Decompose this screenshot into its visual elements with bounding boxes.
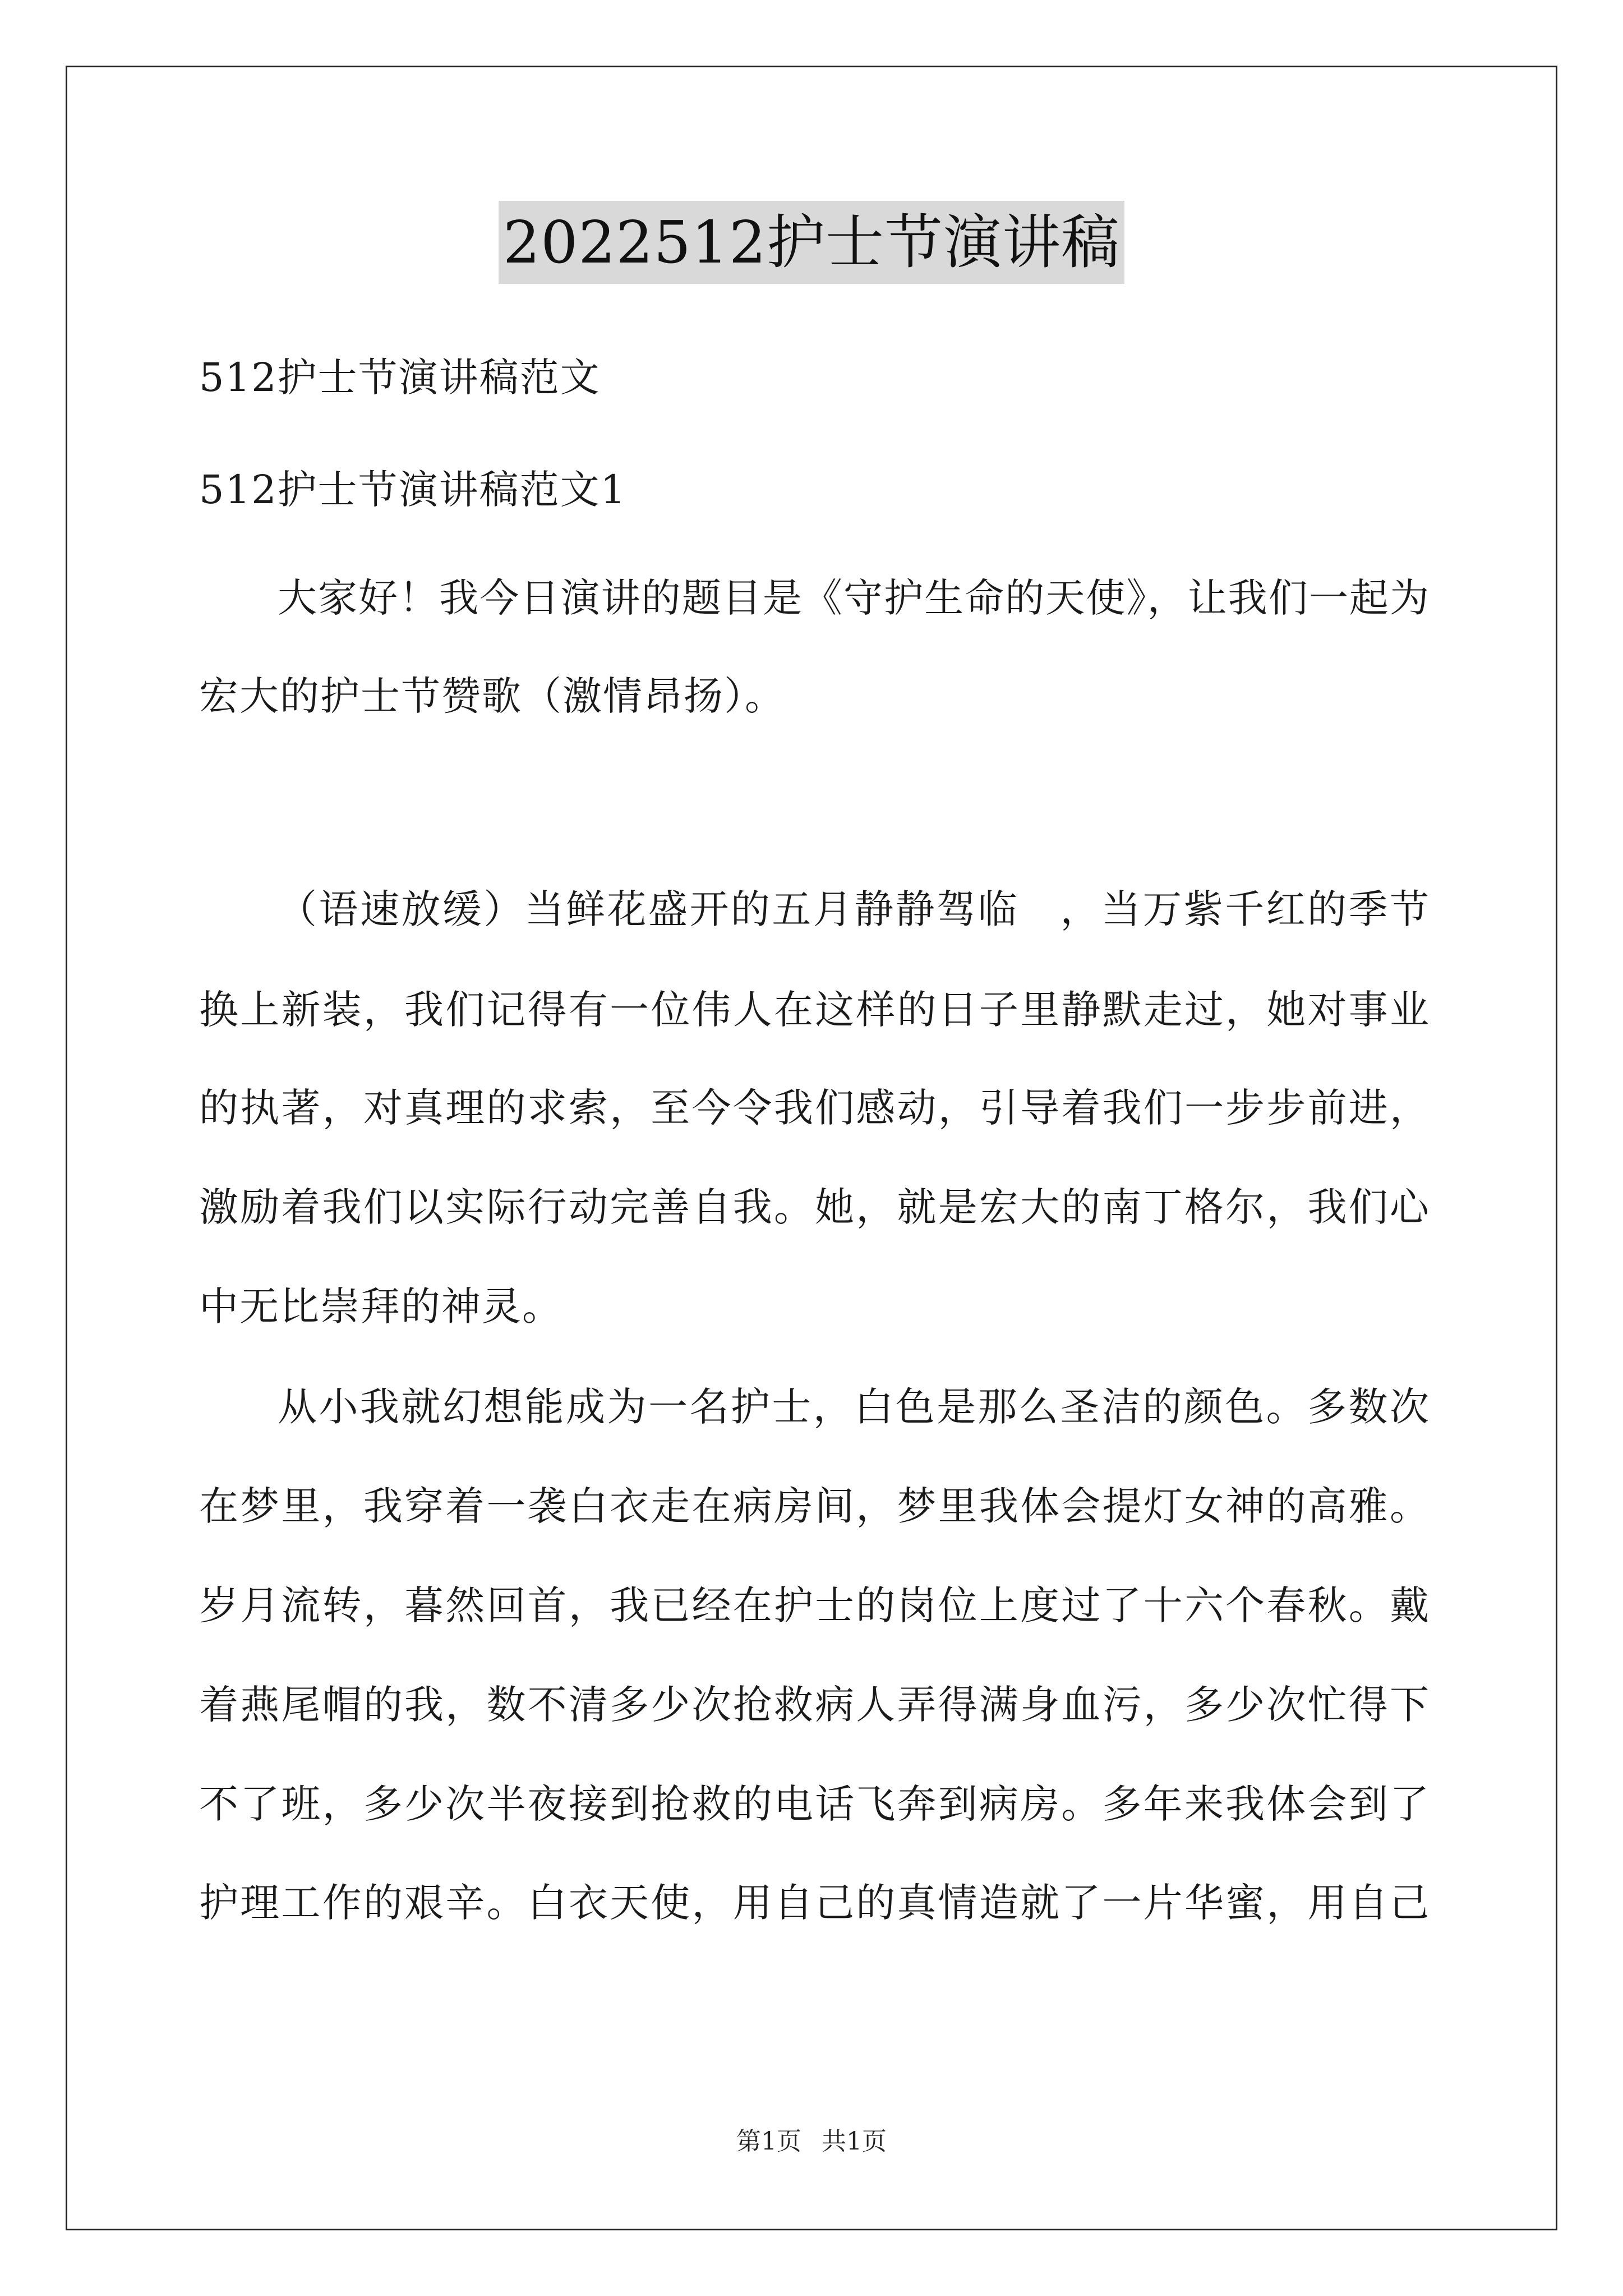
page-total: 共1页 [822,2127,887,2156]
paragraph-line: 不了班，多少次半夜接到抢救的电话飞奔到病房。多年来我体会到了 [199,1781,1430,1827]
paragraph-line: 的执著，对真理的求索，至今令我们感动，引导着我们一步步前进， [199,1085,1430,1131]
paragraph-line: 着燕尾帽的我，数不清多少次抢救病人弄得满身血污，多少次忙得下 [199,1682,1430,1728]
paragraph-line: 宏大的护士节赞歌（激情昂扬）。 [199,673,785,719]
paragraph-line: 岁月流转，暮然回首，我已经在护士的岗位上度过了十六个春秋。戴 [199,1582,1430,1628]
title-container [0,201,1623,284]
subtitle-line: 512护士节演讲稿范文1 [199,467,627,513]
paragraph-line: 护理工作的艰辛。白衣天使，用自己的真情造就了一片华蜜，用自己 [199,1880,1430,1926]
paragraph-line: 中无比崇拜的神灵。 [199,1283,562,1329]
page-number: 第1页 [736,2127,801,2156]
paragraph-line: 在梦里，我穿着一袭白衣走在病房间，梦里我体会提灯女神的高雅。 [199,1483,1430,1529]
document-title: 2022512护士节演讲稿 [499,201,1124,284]
paragraph-line: （语速放缓）当鲜花盛开的五月静静驾临 ，当万紫千红的季节 [278,886,1430,932]
paragraph-line: 从小我就幻想能成为一名护士，白色是那么圣洁的颜色。多数次 [278,1384,1430,1430]
paragraph-line: 大家好！我今日演讲的题目是《守护生命的天使》，让我们一起为 [278,575,1430,621]
paragraph-line: 激励着我们以实际行动完善自我。她，就是宏大的南丁格尔，我们心 [199,1184,1430,1230]
page-footer [0,2125,1623,2159]
paragraph-line: 换上新装，我们记得有一位伟人在这样的日子里静默走过，她对事业 [199,987,1430,1033]
subtitle-line: 512护士节演讲稿范文 [199,355,601,401]
